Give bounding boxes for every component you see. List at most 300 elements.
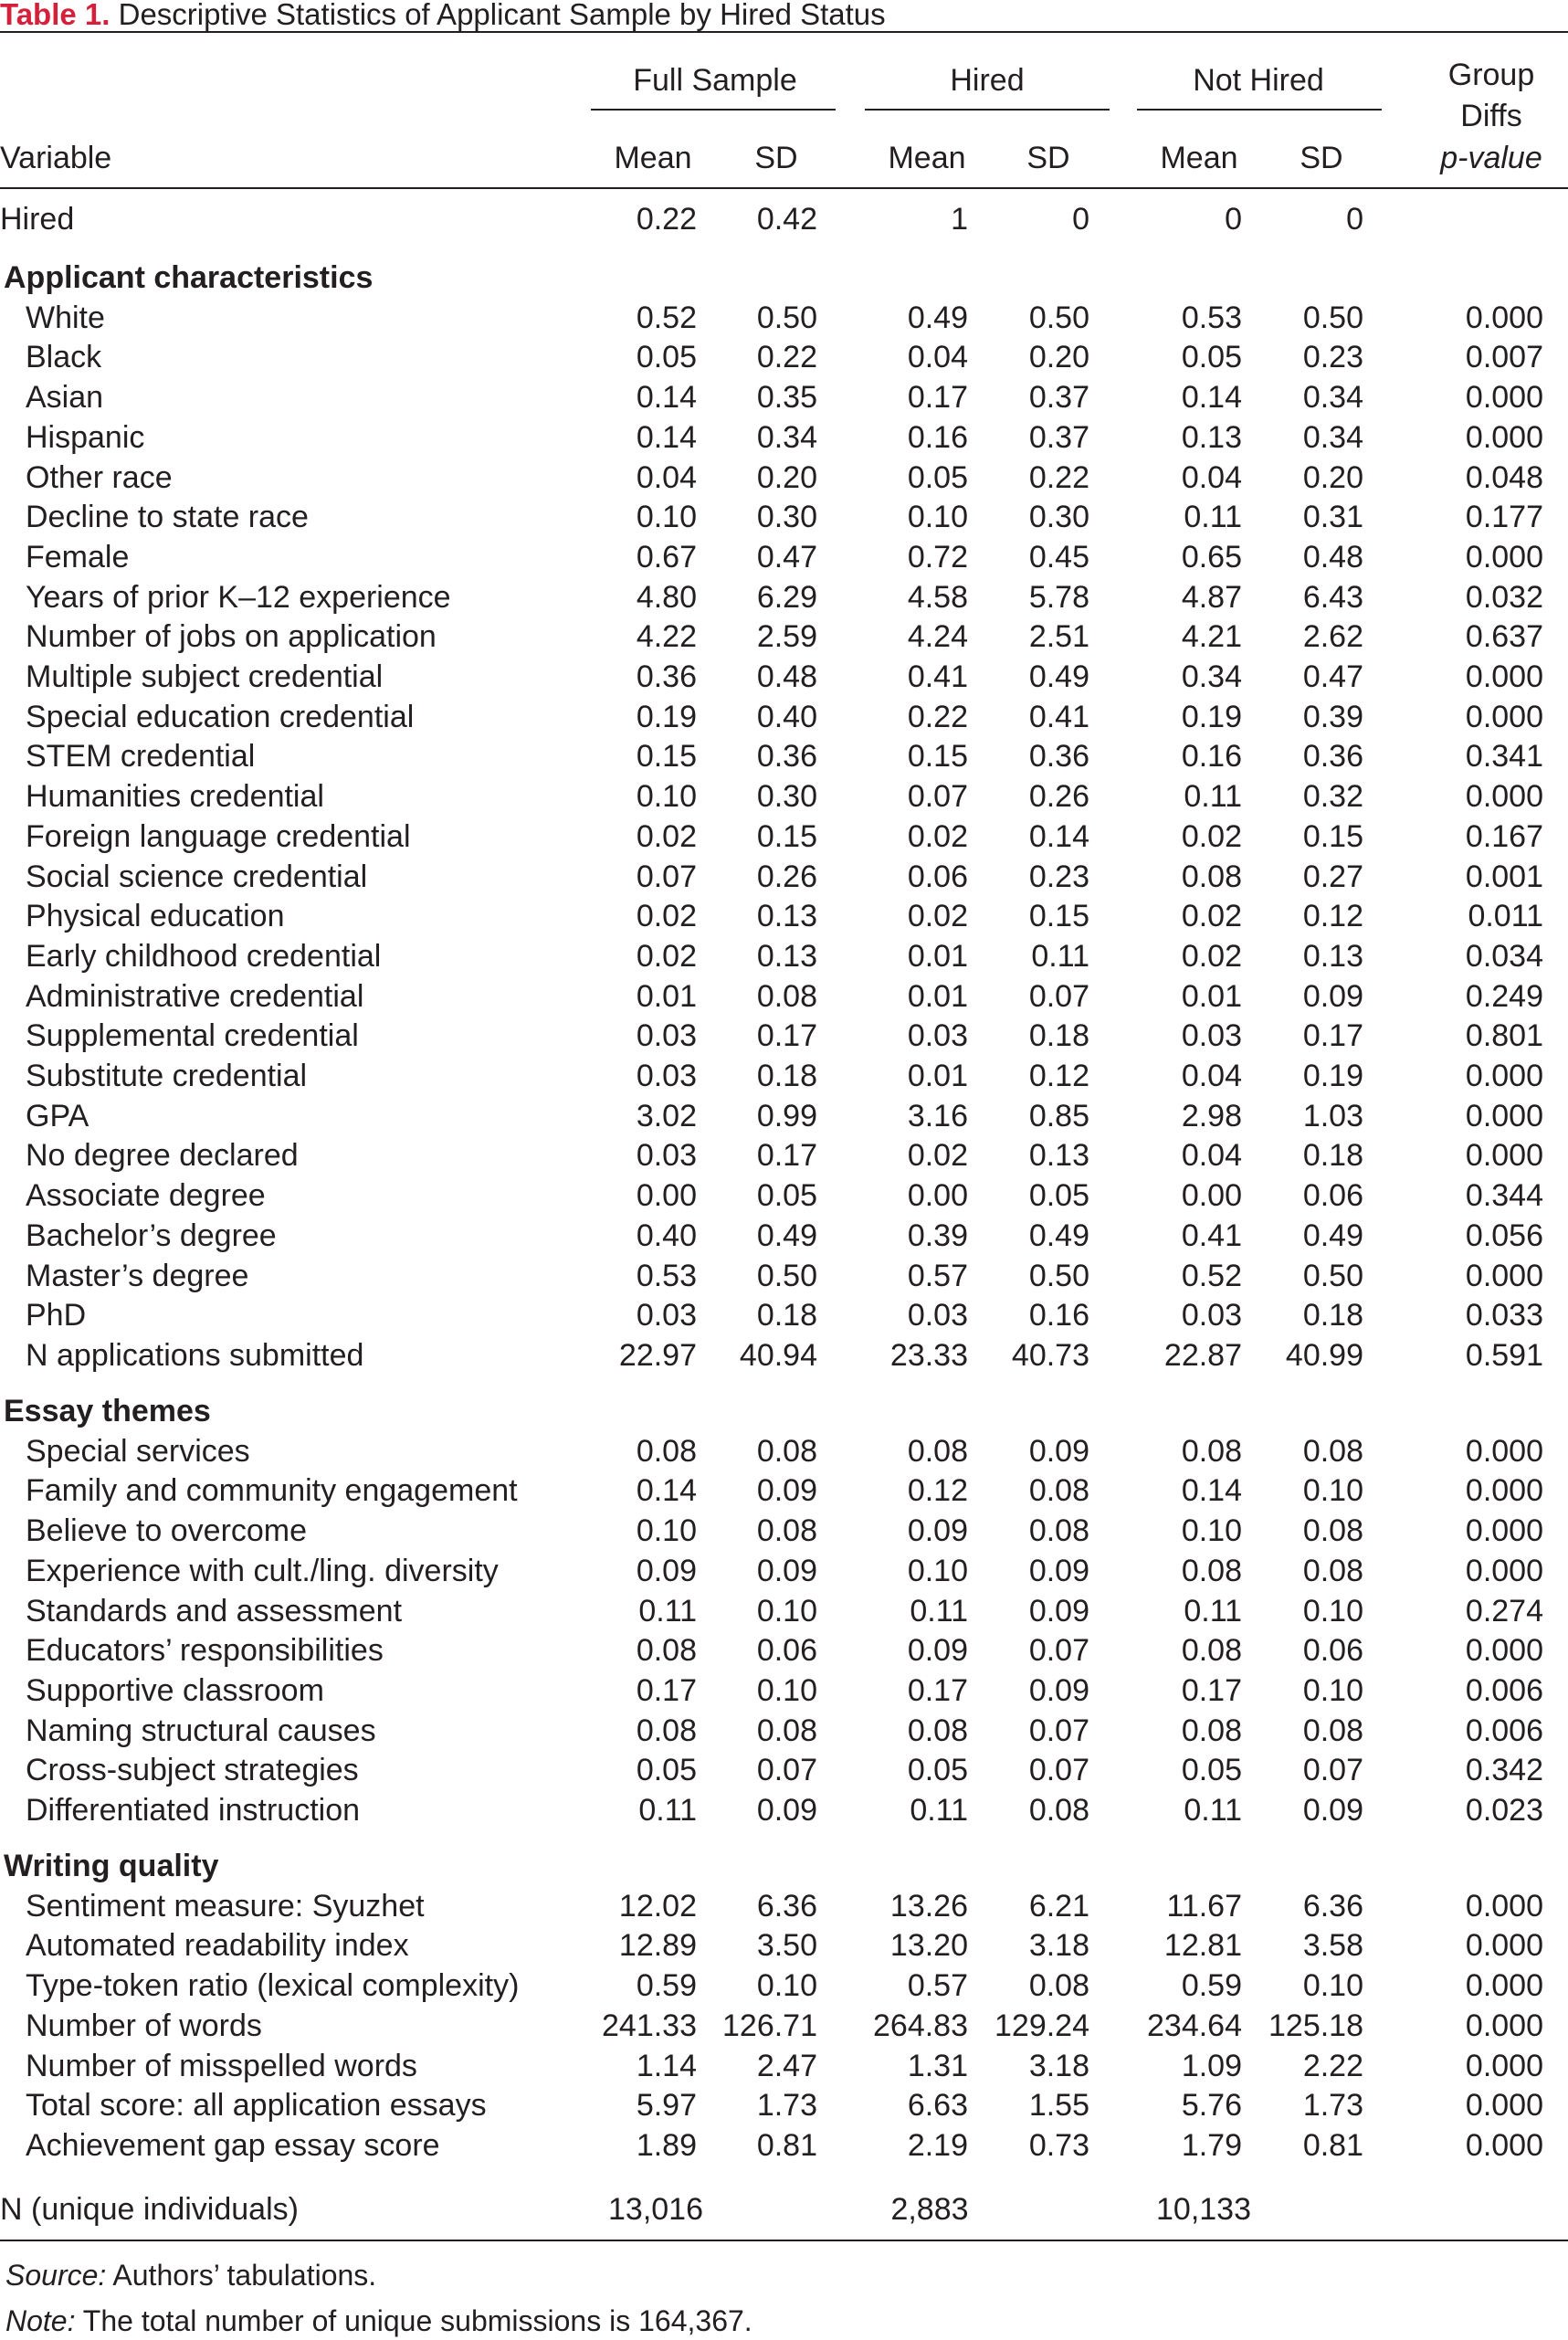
table-cell: 3.16 [907, 1098, 968, 1133]
table-cell: 0.09 [756, 1473, 817, 1509]
table-cell: 0.05 [636, 1753, 697, 1788]
table-cell: 0.40 [636, 1217, 697, 1253]
table-cell: 0.09 [756, 1793, 817, 1828]
table-cell: 0.03 [1181, 1298, 1242, 1333]
table-cell: 1.31 [907, 2048, 968, 2083]
table-cell: 0.59 [636, 1968, 697, 2004]
table-cell: 23.33 [889, 1337, 968, 1373]
table-cell: 0.02 [1181, 938, 1242, 974]
table-cell: 0.341 [1465, 739, 1543, 775]
row-label: Social science credential [26, 859, 368, 894]
row-label: Foreign language credential [26, 818, 411, 854]
table-cell: 0.14 [636, 1473, 697, 1509]
table-cell: 0.20 [1028, 340, 1089, 375]
header-mean-full: Mean [614, 141, 692, 175]
header-variable: Variable [0, 141, 112, 175]
table-cell: 0.03 [636, 1018, 697, 1054]
table-cell: 6.63 [907, 2088, 968, 2124]
table-cell: 0.07 [1028, 1753, 1089, 1788]
table-cell: 0.000 [1465, 539, 1543, 574]
row-label: Standards and assessment [26, 1593, 403, 1629]
table-cell: 0.10 [907, 500, 968, 535]
table-cell: 0.10 [636, 1513, 697, 1549]
table-cell: 0.09 [1302, 978, 1363, 1014]
table-cell: 6.21 [1028, 1888, 1089, 1924]
table-cell: 0.034 [1465, 938, 1543, 974]
table-cell: 5.76 [1181, 2088, 1242, 2124]
table-cell: 2.19 [907, 2127, 968, 2163]
table-cell: 0.18 [756, 1059, 817, 1093]
row-label: Master’s degree [26, 1258, 249, 1293]
table-cell: 2.22 [1302, 2048, 1363, 2083]
table-cell: 0.00 [636, 1178, 697, 1214]
table-cell: 0.85 [1028, 1098, 1089, 1133]
table-cell: 0.49 [1028, 1217, 1089, 1253]
table-cell: 0.18 [1302, 1138, 1363, 1174]
table-cell: 0.00 [1181, 1178, 1242, 1214]
table-cell: 0.09 [1302, 1793, 1363, 1828]
table-cell: 0.11 [1184, 1593, 1242, 1629]
table-cell: 12.81 [1163, 1928, 1242, 1964]
table-cell: 0.04 [1181, 1059, 1242, 1093]
table-cell: 0.000 [1465, 1513, 1543, 1549]
table-cell: 0.02 [1181, 818, 1242, 854]
table-cell: 0.342 [1465, 1753, 1543, 1788]
table-cell: 0.72 [907, 539, 968, 574]
table-cell: 0.03 [636, 1059, 697, 1093]
table-cell: 0.03 [907, 1298, 968, 1333]
table-cell: 0.18 [1302, 1298, 1363, 1333]
table-cell: 0.03 [636, 1138, 697, 1174]
table-cell: 0.08 [1181, 1553, 1242, 1588]
row-label: STEM credential [26, 739, 256, 775]
table-cell: 0.08 [636, 1633, 697, 1669]
header-group-diffs-1: Group [1447, 58, 1535, 92]
table-cell: 2.59 [756, 619, 817, 655]
table-cell: 6.29 [756, 579, 817, 615]
top-rule [0, 31, 1568, 33]
table-cell: 0.50 [1028, 300, 1089, 335]
row-label: Years of prior K–12 experience [26, 579, 451, 615]
row-label: Black [26, 340, 102, 375]
table-cell: 0.08 [1302, 1713, 1363, 1748]
table-cell: 0.000 [1465, 659, 1543, 694]
table-cell: 0.11 [910, 1793, 968, 1828]
table-cell: 0.02 [1181, 899, 1242, 934]
table-cell: 0.09 [1028, 1593, 1089, 1629]
table-cell: 0.49 [1028, 659, 1089, 694]
table-cell: 0.13 [1028, 1138, 1089, 1174]
table-cell: 0.12 [1302, 899, 1363, 934]
n-cell: 2,883 [890, 2192, 969, 2227]
bottom-rule [0, 2240, 1568, 2241]
table-cell: 13.20 [889, 1928, 968, 1964]
table-cell: 4.24 [907, 619, 968, 655]
table-cell: 5.97 [636, 2088, 697, 2124]
table-cell: 4.87 [1181, 579, 1242, 615]
table-cell: 0.36 [756, 739, 817, 775]
table-cell: 0.09 [1028, 1553, 1089, 1588]
table-cell: 0.006 [1465, 1672, 1543, 1708]
row-label: Hispanic [26, 419, 145, 455]
table-cell: 0.000 [1465, 2048, 1543, 2083]
header-mean-not-hired: Mean [1160, 141, 1238, 175]
table-cell: 0.000 [1465, 1888, 1543, 1924]
table-cell: 0.000 [1465, 1633, 1543, 1669]
table-cell: 0.67 [636, 539, 697, 574]
row-label: Special education credential [26, 699, 415, 734]
n-cell: 10,133 [1156, 2192, 1251, 2227]
table-cell: 4.80 [636, 579, 697, 615]
table-cell: 4.22 [636, 619, 697, 655]
table-cell: 22.87 [1163, 1337, 1242, 1373]
table-number: Table 1. [0, 0, 110, 31]
table-cell: 0.50 [1302, 300, 1363, 335]
table-cell: 0.27 [1302, 859, 1363, 894]
table-cell: 0.11 [1184, 500, 1242, 535]
table-cell: 0.30 [756, 779, 817, 815]
table-cell: 0.07 [1028, 1633, 1089, 1669]
table-cell: 0.08 [1302, 1513, 1363, 1549]
table-cell: 0.36 [636, 659, 697, 694]
row-label: Believe to overcome [26, 1513, 308, 1549]
table-cell: 0.048 [1465, 459, 1543, 495]
table-cell: 0.000 [1465, 1968, 1543, 2004]
table-cell: 0.001 [1465, 859, 1543, 894]
table-cell: 0.01 [636, 978, 697, 1014]
table-cell: 0.10 [1302, 1593, 1363, 1629]
row-label: Asian [26, 380, 104, 416]
table-cell: 0.006 [1465, 1713, 1543, 1748]
table-cell: 40.73 [1011, 1337, 1089, 1373]
table-cell: 13.26 [889, 1888, 968, 1924]
table-cell: 0.14 [1028, 818, 1089, 854]
row-label: White [26, 300, 105, 335]
table-cell: 0.15 [756, 818, 817, 854]
table-cell: 0.10 [636, 500, 697, 535]
table-cell: 2.62 [1302, 619, 1363, 655]
row-label-hired: Hired [0, 202, 75, 237]
table-cell: 0.57 [907, 1968, 968, 2004]
table-cell: 0.04 [1181, 459, 1242, 495]
row-label: Female [26, 539, 130, 574]
table-cell: 0.08 [907, 1713, 968, 1748]
table-cell: 0.17 [756, 1018, 817, 1054]
table-cell: 0.14 [1181, 1473, 1242, 1509]
table-cell: 0.19 [1302, 1059, 1363, 1093]
table-cell: 0.000 [1465, 300, 1543, 335]
row-label: Decline to state race [26, 500, 309, 535]
row-label: Supplemental credential [26, 1018, 359, 1054]
row-label: Supportive classroom [26, 1672, 324, 1708]
table-cell: 0.57 [907, 1258, 968, 1293]
source-label: Source: [5, 2259, 107, 2292]
table-cell: 2.47 [756, 2048, 817, 2083]
table-cell: 0.07 [1028, 1713, 1089, 1748]
table-cell: 0.08 [1028, 1473, 1089, 1509]
table-cell: 0.17 [907, 1672, 968, 1708]
table-cell: 0.50 [756, 1258, 817, 1293]
table-cell: 241.33 [602, 2008, 697, 2043]
row-label: Number of jobs on application [26, 619, 437, 655]
table-cell: 0.09 [907, 1633, 968, 1669]
row-label: Humanities credential [26, 779, 324, 815]
row-label: Substitute credential [26, 1059, 308, 1093]
table-cell: 0.19 [1181, 699, 1242, 734]
table-cell: 0.04 [1181, 1138, 1242, 1174]
table-cell: 0.81 [1302, 2127, 1363, 2163]
table-cell: 0.01 [1181, 978, 1242, 1014]
table-cell: 0.08 [756, 1513, 817, 1549]
table-cell: 0.04 [907, 340, 968, 375]
row-label: Family and community engagement [26, 1473, 518, 1509]
table-cell: 0.41 [1181, 1217, 1242, 1253]
table-cell: 0.02 [907, 818, 968, 854]
table-cell: 0.45 [1028, 539, 1089, 574]
table-cell: 0.23 [1302, 340, 1363, 375]
table-cell: 0.08 [1181, 859, 1242, 894]
table-cell: 0.000 [1465, 2008, 1543, 2043]
table-cell: 0.05 [907, 459, 968, 495]
table-cell: 0.17 [636, 1672, 697, 1708]
table-cell: 0.81 [756, 2127, 817, 2163]
table-cell: 0.02 [907, 1138, 968, 1174]
table-cell: 0.41 [907, 659, 968, 694]
table-cell: 0.11 [1184, 779, 1242, 815]
table-cell: 0.39 [907, 1217, 968, 1253]
cell-hired-1: 0.42 [756, 202, 817, 237]
table-cell: 0.10 [1302, 1672, 1363, 1708]
table-cell: 0.08 [1028, 1513, 1089, 1549]
table-cell: 0.000 [1465, 2088, 1543, 2124]
table-cell: 0.08 [756, 978, 817, 1014]
table-cell: 0.39 [1302, 699, 1363, 734]
table-cell: 0.03 [1181, 1018, 1242, 1054]
cell-hired-5: 0 [1346, 202, 1363, 237]
table-cell: 0.177 [1465, 500, 1543, 535]
table-cell: 0.05 [1181, 340, 1242, 375]
table-cell: 6.36 [1302, 1888, 1363, 1924]
table-cell: 0.02 [907, 899, 968, 934]
row-label: No degree declared [26, 1138, 299, 1174]
table-cell: 0.011 [1468, 899, 1543, 934]
row-label: Total score: all application essays [26, 2088, 487, 2124]
table-cell: 0.15 [907, 739, 968, 775]
row-label: Bachelor’s degree [26, 1217, 277, 1253]
table-cell: 2.98 [1181, 1098, 1242, 1133]
table-cell: 0.50 [1028, 1258, 1089, 1293]
table-cell: 0.18 [756, 1298, 817, 1333]
table-caption [0, 0, 886, 29]
table-cell: 3.50 [756, 1928, 817, 1964]
table-cell: 0.02 [636, 818, 697, 854]
table-cell: 0.000 [1465, 779, 1543, 815]
table-cell: 3.18 [1028, 1928, 1089, 1964]
row-label: Physical education [26, 899, 285, 934]
header-mean-hired: Mean [888, 141, 966, 175]
table-cell: 0.08 [1028, 1793, 1089, 1828]
table-cell: 0.35 [756, 380, 817, 416]
table-cell: 0.10 [636, 779, 697, 815]
header-group-not-hired: Not Hired [1193, 63, 1324, 98]
table-cell: 0.13 [756, 899, 817, 934]
table-cell: 22.97 [618, 1337, 697, 1373]
table-cell: 0.73 [1028, 2127, 1089, 2163]
section-title: Writing quality [4, 1849, 219, 1883]
table-cell: 0.17 [1302, 1018, 1363, 1054]
row-label: N applications submitted [26, 1337, 364, 1373]
table-cell: 126.71 [722, 2008, 817, 2043]
table-cell: 0.10 [1181, 1513, 1242, 1549]
section-title: Essay themes [4, 1394, 211, 1428]
note-text: The total number of unique submissions is 164,367. [82, 2304, 752, 2337]
table-cell: 0.26 [756, 859, 817, 894]
table-cell: 0.22 [907, 699, 968, 734]
header-sd-not-hired: SD [1300, 141, 1343, 175]
table-cell: 0.032 [1465, 579, 1543, 615]
table-cell: 0.30 [1028, 500, 1089, 535]
table-cell: 0.34 [756, 419, 817, 455]
table-cell: 0.22 [1028, 459, 1089, 495]
table-cell: 0.000 [1465, 1553, 1543, 1588]
header-group-hired: Hired [950, 63, 1025, 98]
table-cell: 1.14 [636, 2048, 697, 2083]
table-cell: 0.34 [1181, 659, 1242, 694]
table-cell: 0.000 [1465, 1433, 1543, 1469]
table-cell: 0.20 [1302, 459, 1363, 495]
table-cell: 0.000 [1465, 1928, 1543, 1964]
table-note [5, 2303, 752, 2339]
header-rule [0, 187, 1568, 189]
table-cell: 0.13 [756, 938, 817, 974]
table-cell: 0.11 [638, 1793, 697, 1828]
table-cell: 0.08 [907, 1433, 968, 1469]
table-cell: 0.000 [1465, 380, 1543, 416]
table-cell: 0.16 [1028, 1298, 1089, 1333]
table-cell: 0.056 [1465, 1217, 1543, 1253]
table-cell: 0.06 [1302, 1178, 1363, 1214]
table-cell: 0.10 [756, 1968, 817, 2004]
row-label: Automated readability index [26, 1928, 409, 1964]
table-cell: 234.64 [1147, 2008, 1242, 2043]
table-cell: 0.08 [636, 1433, 697, 1469]
table-cell: 0.06 [1302, 1633, 1363, 1669]
table-cell: 0.17 [1181, 1672, 1242, 1708]
table-cell: 0.08 [1181, 1713, 1242, 1748]
table-cell: 0.47 [1302, 659, 1363, 694]
table-cell: 0.50 [1302, 1258, 1363, 1293]
row-label: Other race [26, 459, 173, 495]
table-title: Descriptive Statistics of Applicant Sample by Hired Status [118, 0, 886, 31]
row-label: Associate degree [26, 1178, 266, 1214]
table-cell: 0.07 [1028, 978, 1089, 1014]
table-cell: 0.50 [756, 300, 817, 335]
table-cell: 40.94 [739, 1337, 817, 1373]
table-cell: 0.17 [907, 380, 968, 416]
table-cell: 125.18 [1268, 2008, 1363, 2043]
table-cell: 0.07 [907, 779, 968, 815]
table-cell: 0.37 [1028, 419, 1089, 455]
table-cell: 0.11 [1031, 938, 1089, 974]
table-cell: 0.09 [907, 1513, 968, 1549]
table-cell: 0.05 [907, 1753, 968, 1788]
table-cell: 4.58 [907, 579, 968, 615]
table-cell: 0.49 [756, 1217, 817, 1253]
table-cell: 0.10 [756, 1593, 817, 1629]
table-cell: 0.03 [636, 1298, 697, 1333]
table-cell: 0.04 [636, 459, 697, 495]
table-cell: 0.30 [756, 500, 817, 535]
table-cell: 0.34 [1302, 419, 1363, 455]
table-cell: 0.08 [636, 1713, 697, 1748]
header-sd-full: SD [754, 141, 798, 175]
table-cell: 0.20 [756, 459, 817, 495]
table-cell: 3.02 [636, 1098, 697, 1133]
header-group-full-sample: Full Sample [633, 63, 797, 98]
table-cell: 0.00 [907, 1178, 968, 1214]
table-cell: 0.08 [756, 1713, 817, 1748]
table-cell: 0.16 [907, 419, 968, 455]
table-cell: 4.21 [1181, 619, 1242, 655]
table-cell: 0.01 [907, 1059, 968, 1093]
table-cell: 0.10 [1302, 1473, 1363, 1509]
table-cell: 0.11 [910, 1593, 968, 1629]
row-label: Multiple subject credential [26, 659, 384, 694]
section-title: Applicant characteristics [4, 260, 374, 295]
header-group-diffs-2: Diffs [1460, 99, 1522, 133]
table-cell: 0.08 [756, 1433, 817, 1469]
row-label: Number of misspelled words [26, 2048, 417, 2083]
table-cell: 129.24 [994, 2008, 1089, 2043]
table-cell: 0.08 [1181, 1633, 1242, 1669]
table-cell: 0.274 [1465, 1593, 1543, 1629]
table-cell: 0.08 [1028, 1968, 1089, 2004]
table-cell: 0.08 [1302, 1433, 1363, 1469]
table-cell: 0.59 [1181, 1968, 1242, 2004]
table-cell: 40.99 [1285, 1337, 1363, 1373]
cell-hired-2: 1 [951, 202, 968, 237]
table-cell: 0.344 [1465, 1178, 1543, 1214]
header-sd-hired: SD [1026, 141, 1070, 175]
table-cell: 1.73 [756, 2088, 817, 2124]
table-cell: 0.249 [1465, 978, 1543, 1014]
table-cell: 0.15 [1302, 818, 1363, 854]
table-cell: 1.89 [636, 2127, 697, 2163]
table-cell: 1.09 [1181, 2048, 1242, 2083]
table-cell: 0.14 [636, 380, 697, 416]
source-note [5, 2257, 376, 2293]
table-cell: 0.99 [756, 1098, 817, 1133]
table-cell: 0.11 [638, 1593, 697, 1629]
table-cell: 0.01 [907, 978, 968, 1014]
table-cell: 0.48 [1302, 539, 1363, 574]
row-label: Achievement gap essay score [26, 2127, 440, 2163]
table-cell: 0.801 [1465, 1018, 1543, 1054]
table-cell: 0.31 [1302, 500, 1363, 535]
table-cell: 0.167 [1465, 818, 1543, 854]
table-cell: 1.03 [1302, 1098, 1363, 1133]
table-cell: 0.11 [1184, 1793, 1242, 1828]
table-cell: 0.49 [907, 300, 968, 335]
table-cell: 2.51 [1028, 619, 1089, 655]
cell-hired-0: 0.22 [636, 202, 697, 237]
table-cell: 0.09 [1028, 1672, 1089, 1708]
table-cell: 0.02 [636, 899, 697, 934]
table-cell: 0.13 [1302, 938, 1363, 974]
row-label: Number of words [26, 2008, 262, 2043]
table-cell: 0.000 [1465, 1473, 1543, 1509]
table-cell: 11.67 [1166, 1888, 1242, 1924]
